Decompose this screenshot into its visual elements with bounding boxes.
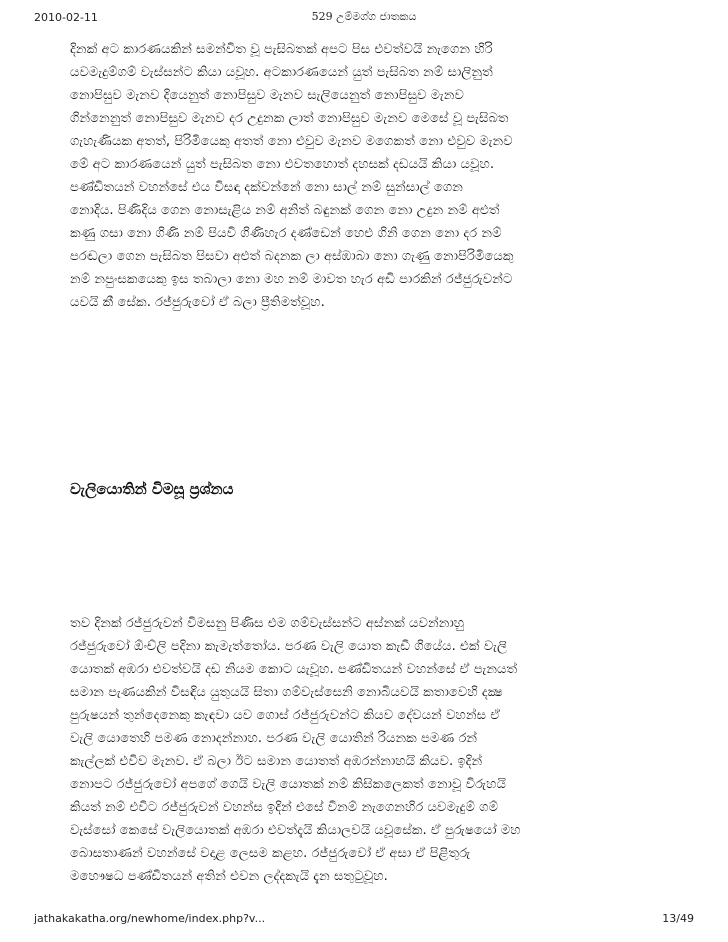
text-line: නොදිය. පිණිදිය ගෙන නොසැළිය නම් අනිත් බඳුනක් ගෙන නො උදුන නම් අළුත් <box>70 203 500 218</box>
section-heading: වැලියොතින් විමසූ ප්‍රශ්නය <box>70 480 234 498</box>
text-line: යවයි කී සේක. රජ්ජුරුවෝ ඒ බලා ප්‍රීතිමත්වූහ. <box>70 295 325 310</box>
text-line: පරඬලා ගෙන පැසිබත පිසවා අළුත් බදනක ලා අස්ඹාබා නො ගැණු නොපිරිමියෙකු <box>70 249 514 264</box>
text-line: පණ්ඩිතයන් වහන්සේ එය විසඳා දක්වන්නේ නො සාල් නම් සුන්සාල් ගෙන <box>70 180 463 195</box>
page-number: 13/49 <box>662 912 694 925</box>
text-line: ගැහැණියක අතත්, පිරිමියෙකු අතත් නො එවුව මැනව මගෙකත් නො එවුව මැනව <box>70 134 513 149</box>
footer-url[interactable]: jathakakatha.org/newhome/index.php?v... <box>34 912 266 925</box>
text-line: කැල්ලක් එවිව මැනව. ඒ බලා ඊට සමාන යොතත් අඹරන්නාහයි කියව. ඉදින් <box>70 754 483 769</box>
text-line: සමාන පැණයකින් විසඳිය යුතුයයි සිතා ගම්වැස්සෙනි නොබියවයි කතාවෙහි දක්‍ෂ <box>70 685 503 700</box>
paragraph-1 <box>70 38 660 314</box>
text-line: නම් නපුංසකයෙකු ඉස තබාලා නො මහ නම් මාවත හැර අඩි පාරකින් රජ්ජුරුවන්ට <box>70 272 513 287</box>
text-line: දිනක් අට කාරණයකින් සමන්විත වූ පැසිබතක් අපට පිස එවත්වයි නැගෙන හිරි <box>70 42 493 57</box>
header-date: 2010-02-11 <box>34 11 98 24</box>
header-title: 529 උම්මග්ග ජාතකය <box>311 10 417 23</box>
text-line: යොතක් අඹරා එවත්වයි දඩ නියම කොට යැවූහ. පණ්ඩිතයන් වහන්සේ ඒ පැනයත් <box>70 662 518 677</box>
paragraph-2 <box>70 612 660 888</box>
text-line: ගින්නෙනුත් නොපිසුව මැනව දර උදුනක ලාත් නොපිසුව මැනව මෙසේ වූ පැසිබත <box>70 111 509 126</box>
text-line: පුරුෂයන් තුන්දෙනෙකු කැඳවා යව ගොස් රජ්ජුරුවන්ට කියව දේවයන් වහන්ස ඒ <box>70 708 501 723</box>
text-line: මහෞෂධ පණ්ඩිතයන් අතින් එවන ලද්දකැයි දැන සතුටුවූහ. <box>70 869 388 884</box>
text-line: බොසතාණන් වහන්සේ වදාළ ලෙසම කළහ. රජ්ජුරුවෝ ඒ අසා ඒ පිළිතුරු <box>70 846 471 861</box>
text-line: තව දිනක් රජ්ජුරුවන් විමසනු පිණිස එම ගම්වැස්සන්ට අස්නක් යවන්නාහු <box>70 616 465 631</box>
text-line: කියත් නම් එවිට රජ්ජුරුවන් වහන්ස ඉදින් එසේ විනම් නැගෙනහිර යවමැදුම් ගම් <box>70 800 499 815</box>
text-line: රජ්ජුරුවෝ ඕංච්ලි පදිනා කැමැත්තෝය. පරණ වැලි යොත කැඩී ගියේය. එක් වැලි <box>70 639 508 654</box>
text-line: යවමැදුම්ගම් වැස්සන්ට කියා යවූහ. අටකාරණයෙන් යුත් පැසිබත නම් සාලිනුත් <box>70 65 493 80</box>
text-line: නොපිසුව මැනව දියෙනුත් නොපිසුව මැනව සැලියෙනුත් නොපිසුව මැනව <box>70 88 464 103</box>
text-line: මේ අට කාරණයෙන් යුත් පැසිබත නො එවතහොත් දහසක් දඩයයි කියා යවූහ. <box>70 157 495 172</box>
text-line: වැස්සෝ කෙසේ වැලියොතක් අඹරා එවත්දැයි කියාලවයි යවූසේක. ඒ පුරුෂයෝ මහ <box>70 823 521 838</box>
text-line: කණු ගසා නො ගිණි නම් පියවි ගිණිහැර දණ්ඩෙන් හෙළු ගිනි ගෙන නො දර නම් <box>70 226 502 241</box>
text-line: වැලි යොතෙහි පමණ නොදන්නාහ. පරණ වැලි යොතින් රියනක පමණ රන් <box>70 731 478 746</box>
text-line: නොපට රජ්ජුරුවෝ අපගේ ගෙයි වැලි යොතක් නම් කිසිකලෙකත් නොවූ විරුහයි <box>70 777 507 792</box>
